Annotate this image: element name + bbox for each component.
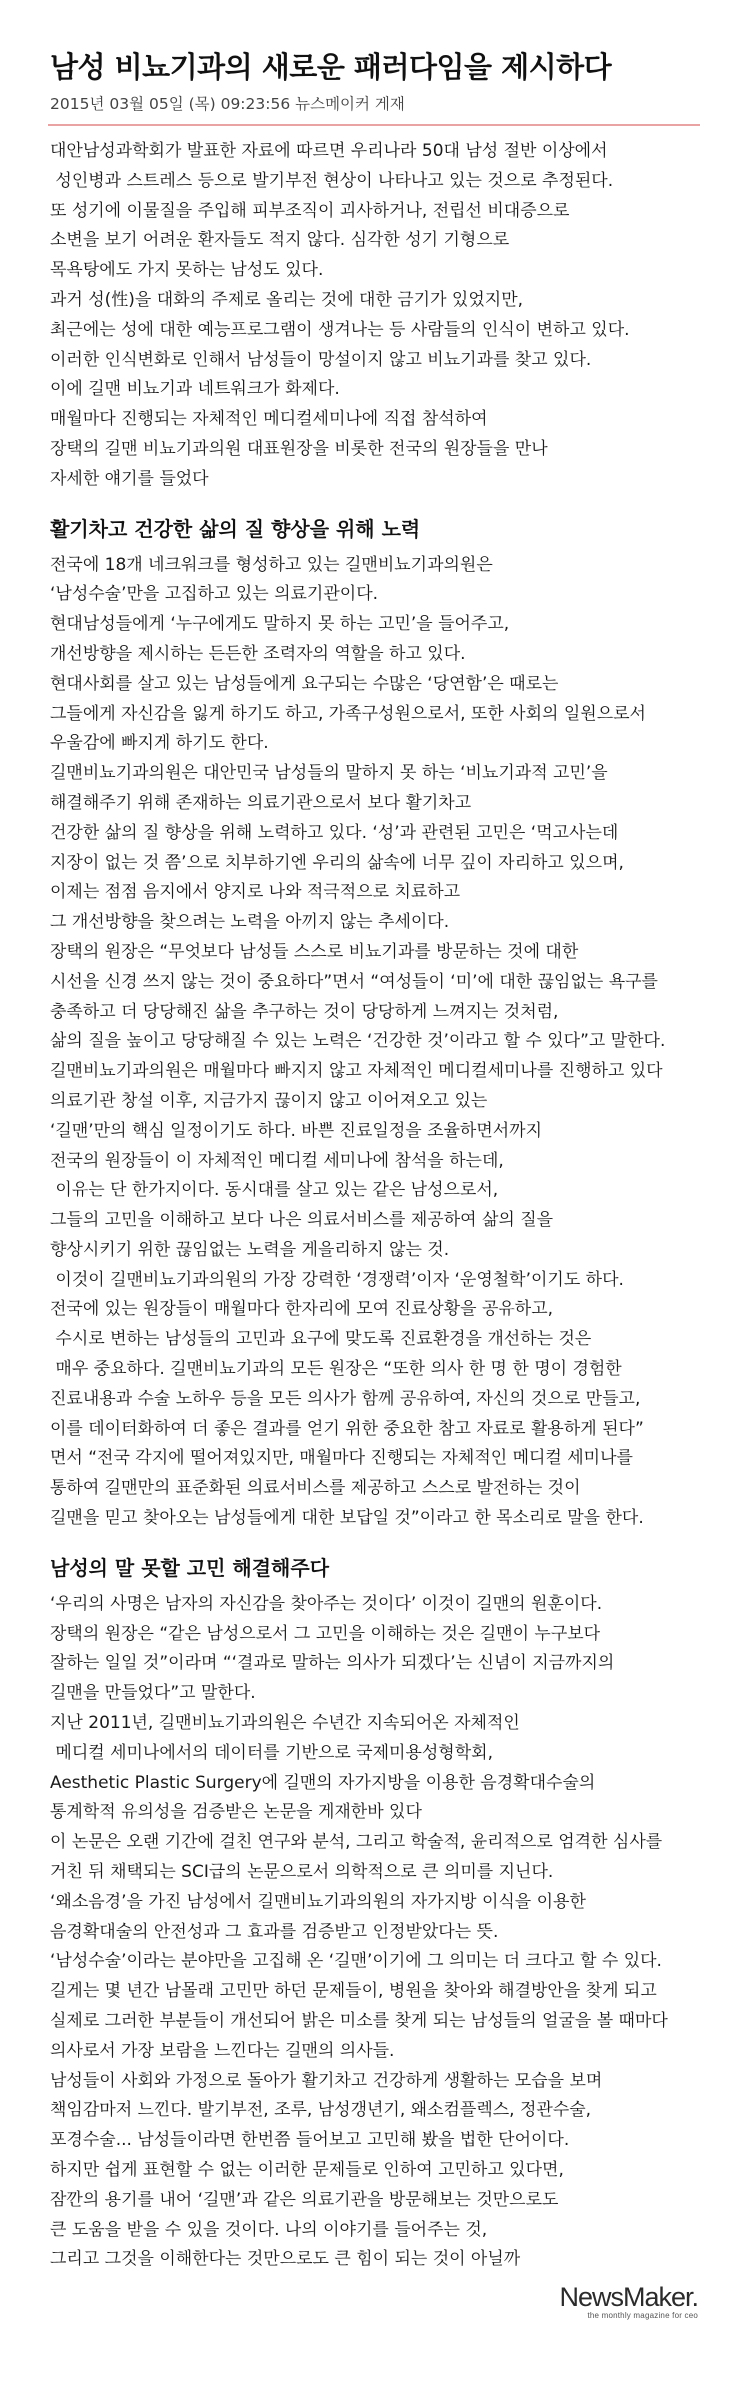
paragraph-line: 향상시키기 위한 끊임없는 노력을 게을리하지 않는 것.: [50, 1239, 450, 1260]
newsmaker-logo: [559, 2283, 698, 2321]
article-section: [50, 511, 710, 1534]
paragraph-line: 실제로 그러한 부분들이 개선되어 밝은 미소를 찾게 되는 남성들의 얼굴을 볼 때마다: [50, 2011, 668, 2032]
paragraph-line: 이제는 점점 음지에서 양지로 나와 적극적으로 치료하고: [50, 882, 461, 903]
paragraph-line: 전국에 있는 원장들이 매월마다 한자리에 모여 진료상황을 공유하고,: [50, 1299, 554, 1320]
paragraph-line: 이유는 단 한가지이다. 동시대를 살고 있는 같은 남성으로서,: [50, 1180, 499, 1201]
logo-wordmark: NewsMaker.: [559, 2282, 698, 2312]
paragraph-line: 그리고 그것을 이해한다는 것만으로도 큰 힘이 되는 것이 아닐까: [50, 2249, 521, 2270]
section-heading: 활기차고 건강한 삶의 질 향상을 위해 노력: [50, 516, 421, 541]
paragraph-line: 메디컬 세미나에서의 데이터를 기반으로 국제미용성형학회,: [50, 1742, 493, 1763]
paragraph-line: 큰 도움을 받을 수 있을 것이다. 나의 이야기를 들어주는 것,: [50, 2219, 488, 2240]
paragraph-line: 길맨을 만들었다”고 말한다.: [50, 1683, 256, 1704]
paragraph-line: 삶의 질을 높이고 당당해질 수 있는 노력은 ‘건강한 것’이라고 할 수 있다”고 말한다.: [50, 1031, 666, 1052]
paragraph-line: 그들에게 자신감을 잃게 하기도 하고, 가족구성원으로서, 또한 사회의 일원으로서: [50, 703, 646, 724]
title-divider: [48, 124, 700, 126]
paragraph-line: Aesthetic Plastic Surgery에 길맨의 자가지방을 이용한 음경확대수술의: [50, 1772, 596, 1793]
paragraph-line: 진료내용과 수술 노하우 등을 모든 의사가 함께 공유하여, 자신의 것으로 만들고,: [50, 1388, 641, 1409]
paragraph-line: 잘하는 일일 것”이라며 “‘결과로 말하는 의사가 되겠다’는 신념이 지금까지의: [50, 1653, 615, 1674]
paragraph-line: 충족하고 더 당당해진 삶을 추구하는 것이 당당하게 느껴지는 것처럼,: [50, 1001, 559, 1022]
intro-paragraph: [50, 137, 710, 495]
paragraph-line: 길맨비뇨기과의원은 대안민국 남성들의 말하지 못 하는 ‘비뇨기과적 고민’을: [50, 763, 608, 784]
paragraph-line: 현대남성들에게 ‘누구에게도 말하지 못 하는 고민’을 들어주고,: [50, 614, 510, 635]
paragraph-line: 이를 데이터화하여 더 좋은 결과를 얻기 위한 중요한 참고 자료로 활용하게 된다”: [50, 1418, 644, 1439]
paragraph-line: 지장이 없는 것 쯤’으로 치부하기엔 우리의 삶속에 너무 깊이 자리하고 있으며,: [50, 852, 624, 873]
paragraph-line: ‘왜소음경’을 가진 남성에서 길맨비뇨기과의원의 자가지방 이식을 이용한: [50, 1891, 586, 1912]
paragraph-line: ‘남성수술’이라는 분야만을 고집해 온 ‘길맨’이기에 그 의미는 더 크다고 할 수 있다.: [50, 1951, 662, 1972]
paragraph-line: 성인병과 스트레스 등으로 발기부전 현상이 나타나고 있는 것으로 추정된다.: [50, 170, 614, 191]
paragraph-line: 의료기관 창설 이후, 지금가지 끊이지 않고 이어져오고 있는: [50, 1090, 488, 1111]
paragraph-line: 목욕탕에도 가지 못하는 남성도 있다.: [50, 260, 324, 281]
paragraph-line: 장택의 원장은 “무엇보다 남성들 스스로 비뇨기과를 방문하는 것에 대한: [50, 941, 579, 962]
paragraph-line: 전국에 18개 네크워크를 형성하고 있는 길맨비뇨기과의원은: [50, 554, 493, 575]
paragraph-line: 소변을 보기 어려운 환자들도 적지 않다. 심각한 성기 기형으로: [50, 230, 510, 251]
paragraph-line: 음경확대술의 안전성과 그 효과를 검증받고 인정받았다는 뜻.: [50, 1921, 499, 1942]
paragraph-line: 현대사회를 살고 있는 남성들에게 요구되는 수많은 ‘당연함’은 때로는: [50, 673, 559, 694]
paragraph-line: 과거 성(性)을 대화의 주제로 올리는 것에 대한 금기가 있었지만,: [50, 289, 524, 310]
section-heading: 남성의 말 못할 고민 해결해주다: [50, 1555, 330, 1580]
paragraph-line: 자세한 얘기를 들었다: [50, 468, 209, 489]
paragraph-line: 시선을 신경 쓰지 않는 것이 중요하다”면서 “여성들이 ‘미’에 대한 끊임없는 욕구를: [50, 971, 658, 992]
paragraph-line: 길맨비뇨기과의원은 매월마다 빠지지 않고 자체적인 메디컬세미나를 진행하고 있다: [50, 1061, 663, 1082]
article: [50, 0, 710, 2386]
paragraph-line: 전국의 원장들이 이 자체적인 메디컬 세미나에 참석을 하는데,: [50, 1150, 504, 1171]
paragraph-line: 잠깐의 용기를 내어 ‘길맨’과 같은 의료기관을 방문해보는 것만으로도: [50, 2189, 559, 2210]
paragraph-line: 남성들이 사회와 가정으로 돌아가 활기차고 건강하게 생활하는 모습을 보며: [50, 2070, 603, 2091]
paragraph-line: 이 논문은 오랜 기간에 걸친 연구와 분석, 그리고 학술적, 윤리적으로 엄격한 심사를: [50, 1832, 663, 1853]
paragraph-line: ‘길맨’만의 핵심 일정이기도 하다. 바쁜 진료일정을 조율하면서까지: [50, 1120, 543, 1141]
paragraph-line: 통하여 길맨만의 표준화된 의료서비스를 제공하고 스스로 발전하는 것이: [50, 1478, 581, 1499]
paragraph-line: 그 개선방향을 찾으려는 노력을 아끼지 않는 추세이다.: [50, 912, 450, 933]
paragraph-line: 길맨을 믿고 찾아오는 남성들에게 대한 보답일 것”이라고 한 목소리로 말을 한다.: [50, 1508, 644, 1529]
paragraph-line: 지난 2011년, 길맨비뇨기과의원은 수년간 지속되어온 자체적인: [50, 1713, 520, 1734]
paragraph-line: 책임감마저 느낀다. 발기부전, 조루, 남성갱년기, 왜소컴플렉스, 정관수술,: [50, 2100, 592, 2121]
paragraph-line: 매월마다 진행되는 자체적인 메디컬세미나에 직접 참석하여: [50, 409, 488, 430]
paragraph-line: 하지만 쉽게 표현할 수 없는 이러한 문제들로 인하여 고민하고 있다면,: [50, 2160, 564, 2180]
logo-tagline: the monthly magazine for ceo: [587, 2311, 698, 2320]
paragraph-line: 최근에는 성에 대한 예능프로그램이 생겨나는 등 사람들의 인식이 변하고 있다.: [50, 319, 630, 340]
paragraph-line: 수시로 변하는 남성들의 고민과 요구에 맞도록 진료환경을 개선하는 것은: [50, 1329, 592, 1350]
paragraph-line: 우울감에 빠지게 하기도 한다.: [50, 733, 269, 754]
article-title: 남성 비뇨기과의 새로운 패러다임을 제시하다: [50, 50, 612, 84]
paragraph-line: 통계학적 유의성을 검증받은 논문을 게재한바 있다: [50, 1802, 422, 1823]
paragraph-line: 또 성기에 이물질을 주입해 피부조직이 괴사하거나, 전립선 비대증으로: [50, 200, 570, 221]
paragraph-line: 개선방향을 제시하는 든든한 조력자의 역할을 하고 있다.: [50, 643, 466, 664]
paragraph-line: 이에 길맨 비뇨기과 네트워크가 화제다.: [50, 379, 340, 400]
paragraph-line: 그들의 고민을 이해하고 보다 나은 의료서비스를 제공하여 삶의 질을: [50, 1210, 554, 1231]
article-section: [50, 1550, 710, 2275]
paragraph-line: 길게는 몇 년간 남몰래 고민만 하던 문제들이, 병원을 찾아와 해결방안을 찾게 되고: [50, 1981, 657, 2002]
paragraph-line: 면서 “전국 각지에 떨어져있지만, 매월마다 진행되는 자체적인 메디컬 세미나를: [50, 1448, 633, 1469]
paragraph-line: 이것이 길맨비뇨기과의원의 가장 강력한 ‘경쟁력’이자 ‘운영철학’이기도 하다.: [50, 1269, 624, 1290]
paragraph-line: 거친 뒤 채택되는 SCI급의 논문으로서 의학적으로 큰 의미를 지닌다.: [50, 1862, 554, 1883]
paragraph-line: 매우 중요하다. 길맨비뇨기과의 모든 원장은 “또한 의사 한 명 한 명이 경험한: [50, 1359, 622, 1380]
paragraph-line: 해결해주기 위해 존재하는 의료기관으로서 보다 활기차고: [50, 792, 472, 813]
paragraph-line: 장택의 길맨 비뇨기과의원 대표원장을 비롯한 전국의 원장들을 만나: [50, 438, 548, 459]
paragraph-line: 장택의 원장은 “같은 남성으로서 그 고민을 이해하는 것은 길맨이 누구보다: [50, 1623, 601, 1644]
article-byline: 2015년 03월 05일 (목) 09:23:56 뉴스메이커 게재: [50, 95, 405, 113]
paragraph-line: 의사로서 가장 보람을 느낀다는 길맨의 의사들.: [50, 2040, 395, 2061]
article-body: [50, 137, 710, 2275]
paragraph-line: 포경수술... 남성들이라면 한번쯤 들어보고 고민해 봤을 법한 단어이다.: [50, 2130, 570, 2151]
paragraph-line: 건강한 삶의 질 향상을 위해 노력하고 있다. ‘성’과 관련된 고민은 ‘먹고사는데: [50, 822, 619, 843]
paragraph-line: 대안남성과학회가 발표한 자료에 따르면 우리나라 50대 남성 절반 이상에서: [50, 141, 608, 161]
paragraph-line: ‘우리의 사명은 남자의 자신감을 찾아주는 것이다’ 이것이 길맨의 원훈이다.: [50, 1593, 603, 1614]
paragraph-line: ‘남성수술’만을 고집하고 있는 의료기관이다.: [50, 584, 379, 605]
paragraph-line: 이러한 인식변화로 인해서 남성들이 망설이지 않고 비뇨기과를 찾고 있다.: [50, 349, 592, 370]
